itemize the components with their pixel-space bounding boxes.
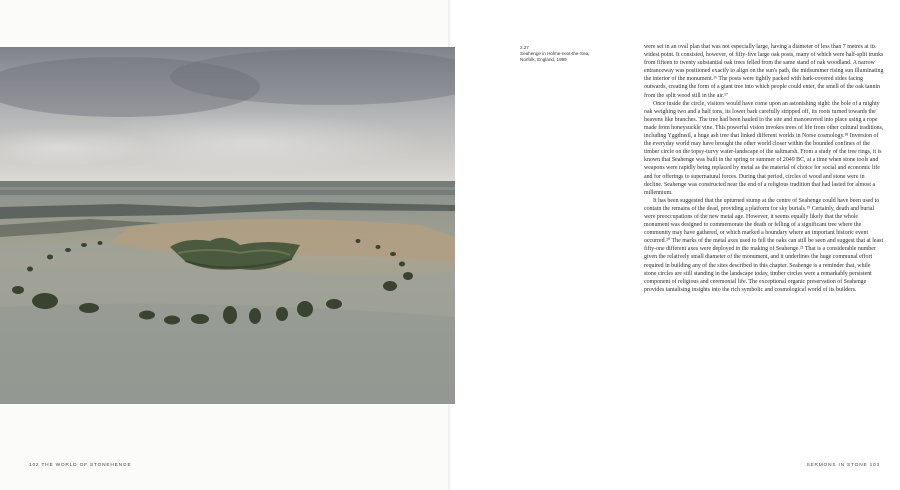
figure-caption [520,45,590,63]
paragraph-3: It has been suggested that the upturned stump at the centre of Seahenge could have been used to contain the remains of the dead, providing a platform for sky burials.¹⁹ Certainly, death and burial were preoccupations of the new metal age. However, it seems equally likely that the whole monument was designed to commemorate the death or felling of a significant tree where the community may have gathered, or which marked a boundary where an important historic event occurred.²⁰ The marks of the metal axes used to fell the oaks can still be seen and suggest that at least fifty-one different axes were deployed in the making of Seahenge.²¹ That is a considerable number given the relatively small diameter of the monument, and it underlines the huge communal effort required in building any of the sites described in this chapter. Seahenge is a reminder that, while stone circles are still standing in the landscape today, timber circles were a remarkably persistent component of religious and ceremonial life. The exceptional organic preservation of Seahenge provides tantalising insights into the rich symbolic and cosmological world of its builders. [644,197,884,293]
caption-text: Seahenge in Holme-next-the-Sea, Norfolk, England, 1999 [520,51,590,62]
figure-number: 2.27 [520,45,529,50]
paragraph-2: Once inside the circle, visitors would have come upon an astonishing sight: the bole of a mighty oak weighing two and a half tons, its lower bark carefully stripped off, its roots turned towards the heavens like branches. The tree had been hauled to the site and manoeuvred into place using a rope made from honeysuckle vine. This powerful vision invokes trees of life from other cultural traditions, including Yggdrasil, a huge ash tree that linked different worlds in Norse cosmology.¹⁸ Inversion of the everyday world may have brought the other world closer within the bounded confines of the timber circle on the topsy-turvy water-landscape of the saltmarsh. From a study of the tree rings, it is known that Seahenge was built in the spring or summer of 2049 BC, at a time when stone tools and weapons were rapidly being replaced by metal as the material of choice for social and economic life and for offerings to supernatural forces. During that period, circles of wood and stone were in decline. Seahenge was constructed near the end of a religious tradition that had lasted for almost a millennium. [644,100,884,196]
body-text [644,43,884,294]
folio-right: SERMONS IN STONE 103 [806,463,880,468]
folio-left: 102 THE WORLD OF STONEHENGE [29,463,132,468]
seahenge-photo [0,47,455,404]
paragraph-1: were set in an oval plan that was not especially large, having a diameter of less than 7 metres at its widest point. It consisted, however, of fifty-five large oak posts, many of which were half-split trunks from fifteen to twenty substantial oak trees felled from the same stand of oak woodland. A narrow entranceway was positioned exactly to align on the sun's path, the midsummer rising sun illuminating the interior of the monument.¹⁶ The posts were tightly packed with bark-covered sides facing outwards, creating the form of a giant tree into which people could enter, the smell of the oak tannin from the split wood still in the air.¹⁷ [644,44,884,99]
